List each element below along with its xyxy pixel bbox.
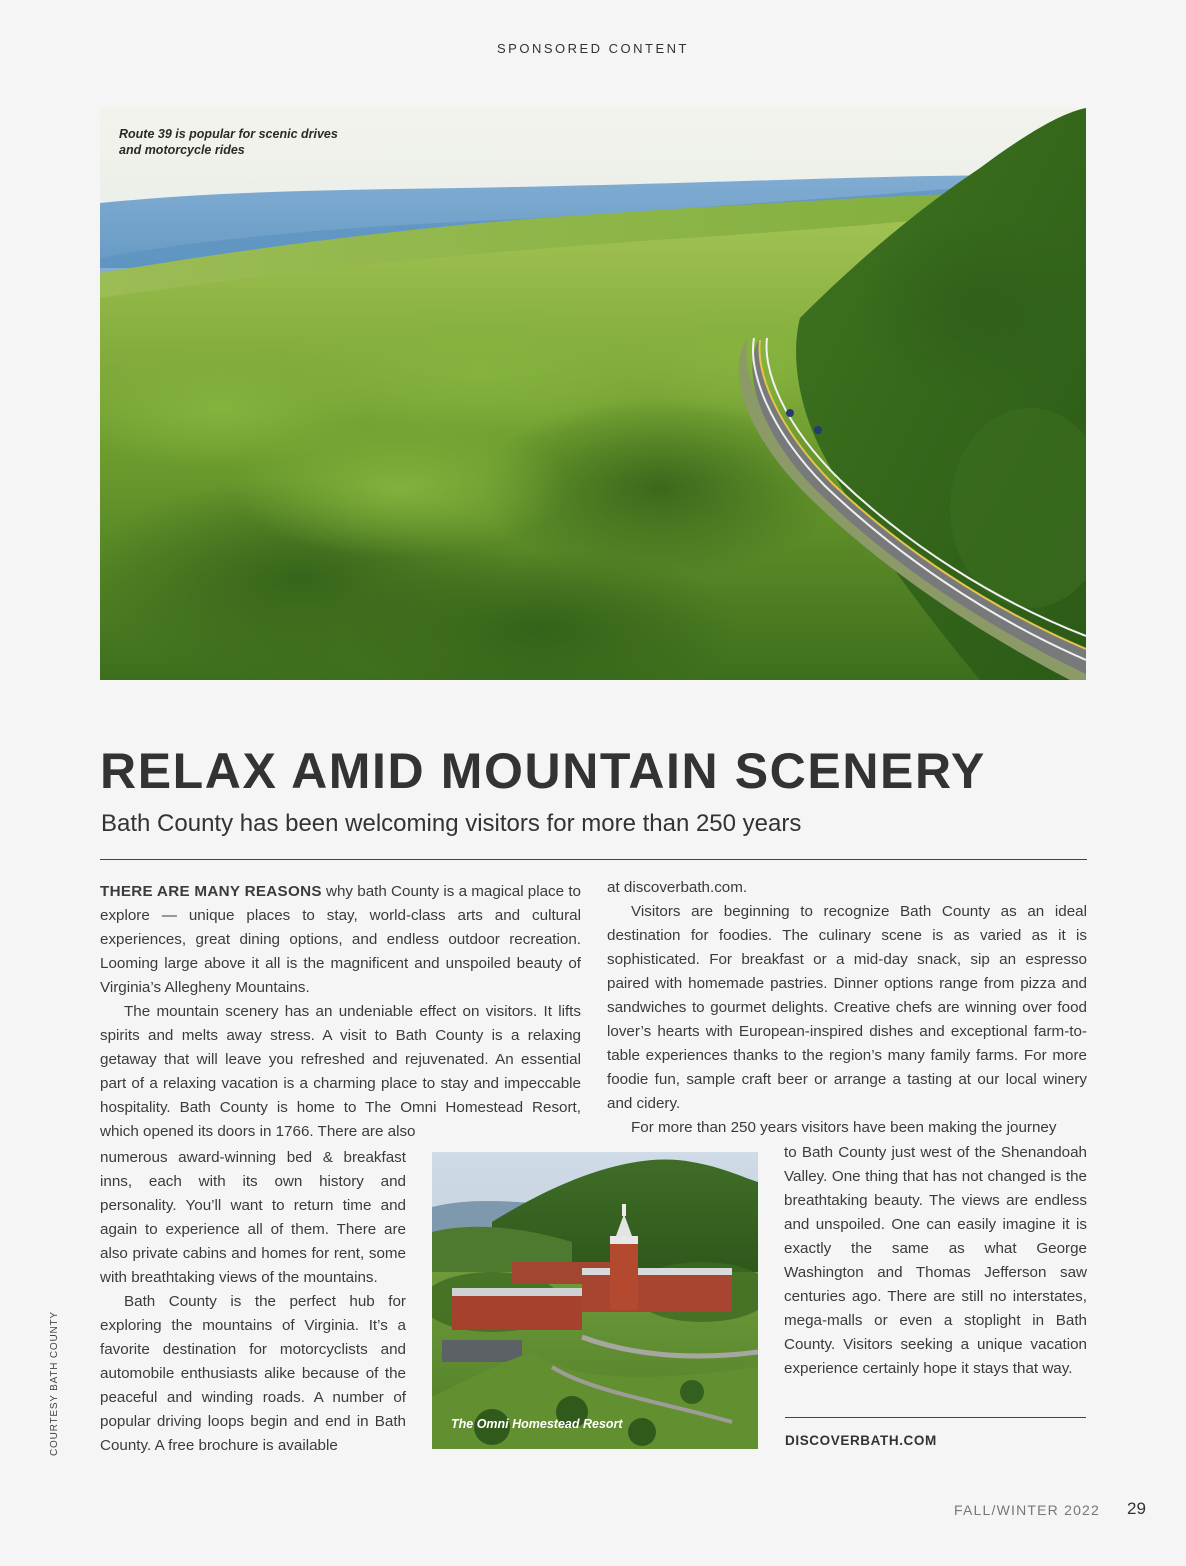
paragraph-hub-continued: at discoverbath.com. <box>607 879 748 896</box>
hero-photo-illustration <box>100 108 1086 680</box>
intro-lead-in: THERE ARE MANY REASONS <box>100 883 322 900</box>
paragraph-scenery: The mountain scenery has an undeniable effect on visitors. It lifts spirits and melts away stress. A visit to Bath County is a relaxing getaway that will leave you refreshed and rejuvenated. An essential part of a relaxing vacation is a charming place to stay and impeccable hospitality. Bath County is home to The Omni Homestead Resort, which opened its doors in 1766. There are also <box>100 1003 581 1140</box>
hero-photo <box>100 108 1086 680</box>
paragraph-history-start: For more than 250 years visitors have been making the journey <box>631 1119 1057 1136</box>
paragraph-history: to Bath County just west of the Shenandoah Valley. One thing that has not changed is the breathtaking beauty. The views are endless and unspoiled. One can easily imagine it is exactly the same as what George Washington and Thomas Jefferson saw centuries ago. There are still no interstates, mega-malls or even a stoplight in Bath County. Visitors seeking a unique vacation experience certainly hope it stays that way. <box>784 1144 1087 1377</box>
resort-photo <box>432 1152 758 1449</box>
resort-photo-caption: The Omni Homestead Resort <box>451 1417 623 1431</box>
issue-label: FALL/WINTER 2022 <box>954 1502 1101 1518</box>
sponsored-content-label: SPONSORED CONTENT <box>496 41 689 56</box>
website-divider <box>785 1417 1086 1418</box>
page-number: 29 <box>1127 1499 1146 1518</box>
article-subhead: Bath County has been welcoming visitors for more than 250 years <box>101 810 802 837</box>
article-column-2-top <box>607 876 1087 1140</box>
intro-text: why bath County is a magical place to explore — unique places to stay, world-class arts and cultural experiences, great dining options, and endless outdoor recreation. Looming large above it all is the magnificent and unspoiled beauty of Virginia’s Allegheny Mountains. <box>100 883 581 996</box>
website-link[interactable]: DISCOVERBATH.COM <box>785 1433 937 1448</box>
paragraph-intro <box>100 880 581 1000</box>
headline-divider <box>100 859 1087 860</box>
article-column-1-top <box>100 880 581 1144</box>
paragraph-scenery-continued: numerous award-winning bed & breakfast inns, each with its own history and personality. You’ll want to return time and again to experience all of them. There are also private cabins and homes for rent, some with breathtaking views of the mountains. <box>100 1149 406 1286</box>
article-column-1-bottom <box>100 1146 406 1458</box>
resort-photo-illustration <box>432 1152 758 1449</box>
photo-credit: COURTESY BATH COUNTY <box>49 1311 60 1456</box>
article-headline: RELAX AMID MOUNTAIN SCENERY <box>100 743 986 799</box>
paragraph-foodies: Visitors are beginning to recognize Bath County as an ideal destination for foodies. The culinary scene is as varied as it is sophisticated. For breakfast or a mid-day snack, sip an espresso paired with homemade pastries. Dinner options range from pizza and sandwiches to gourmet delights. Creative chefs are winning over food lover’s hearts with European-inspired dishes and exceptional farm-to-table experiences thanks to the region’s many family farms. For more foodie fun, sample craft beer or arrange a tasting at our local winery and cidery. <box>607 903 1087 1112</box>
article-column-2-bottom <box>784 1141 1087 1381</box>
paragraph-hub: Bath County is the perfect hub for exploring the mountains of Virginia. It’s a favorite destination for motorcyclists and automobile enthusiasts alike because of the peaceful and winding roads. A number of popular driving loops begin and end in Bath County. A free brochure is available <box>100 1293 406 1454</box>
hero-photo-caption: Route 39 is popular for scenic drives and motorcycle rides <box>119 127 338 157</box>
